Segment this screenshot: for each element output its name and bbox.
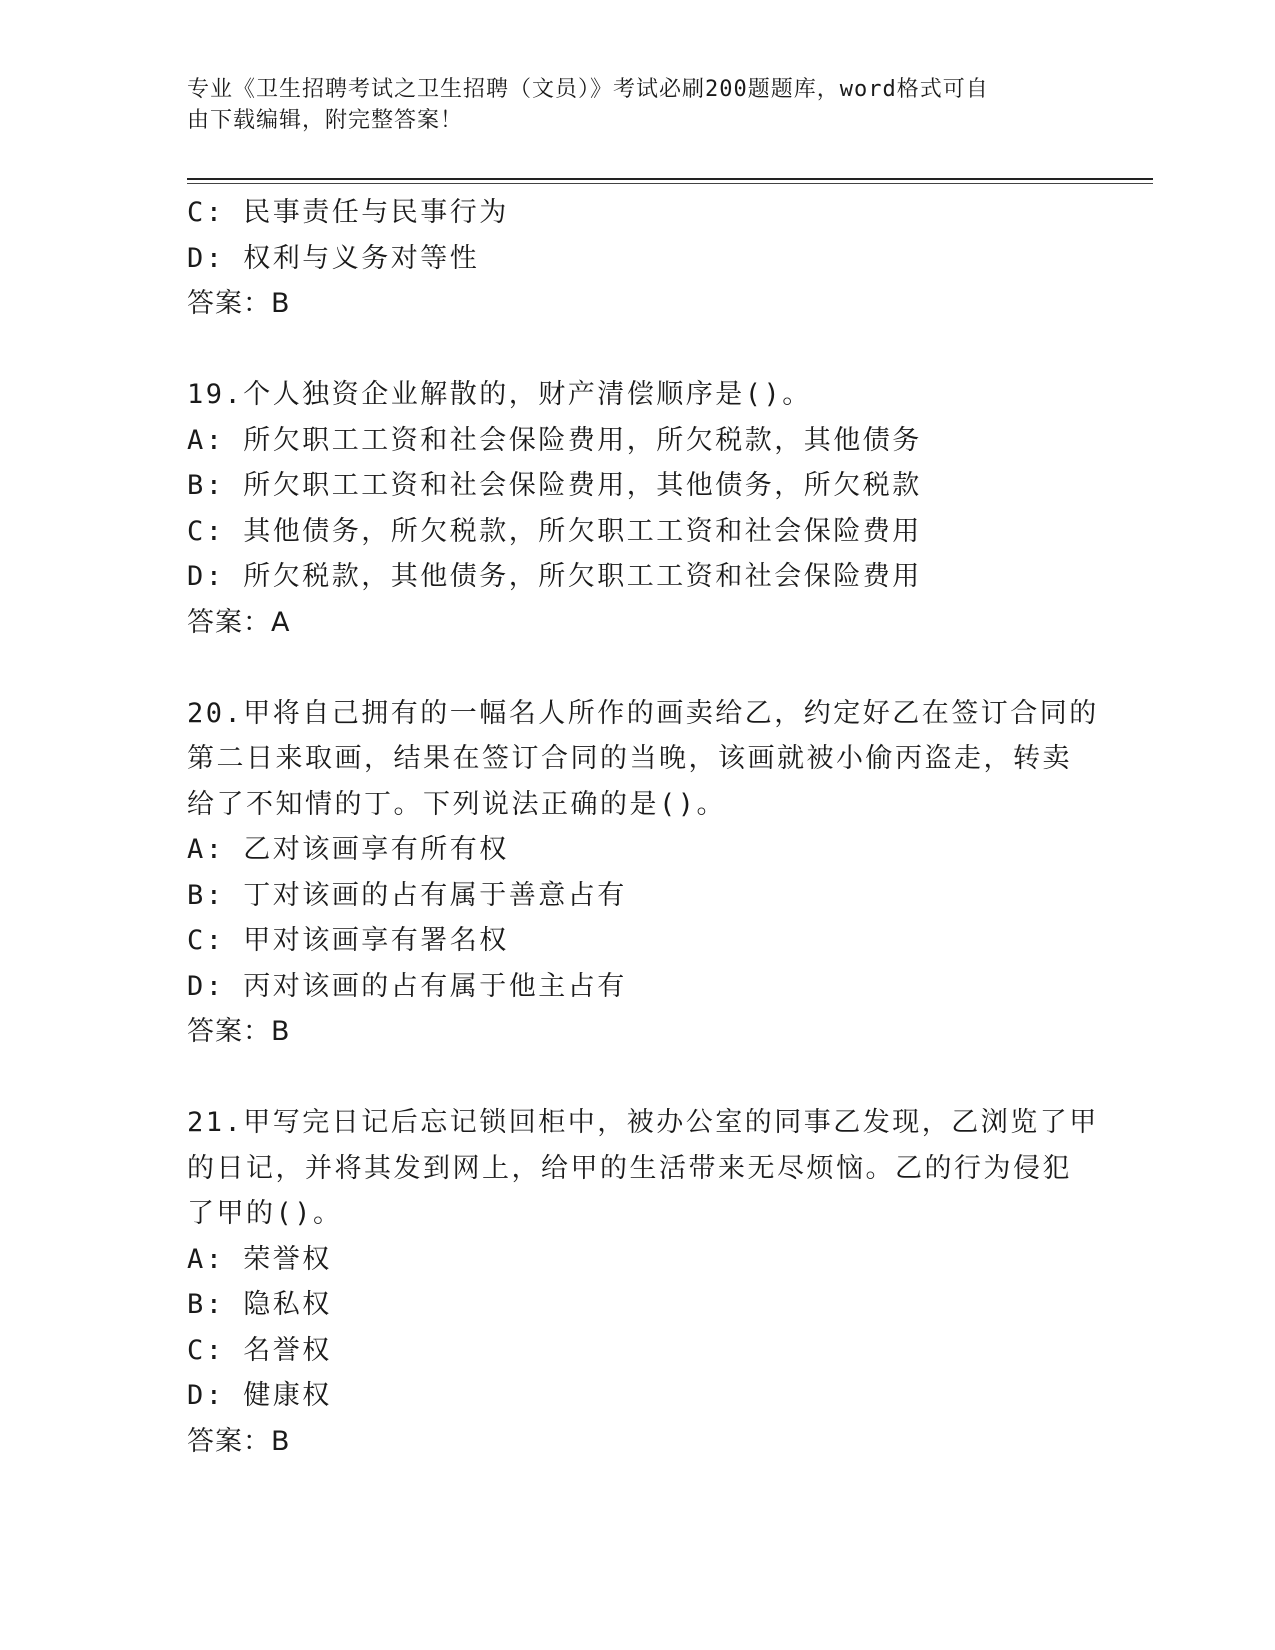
spacer (187, 327, 1087, 373)
option-c: C: 其他债务，所欠税款，所欠职工工资和社会保险费用 (187, 515, 922, 547)
option-b: B: 所欠职工工资和社会保险费用，其他债务，所欠税款 (187, 470, 922, 501)
option-a: A: 所欠职工工资和社会保险费用，所欠税款，其他债务 (187, 424, 922, 456)
option-d: D: 丙对该画的占有属于他主占有 (187, 970, 627, 1002)
option-a: A: 乙对该画享有所有权 (187, 834, 509, 865)
option-c: C: 甲对该画享有署名权 (187, 925, 509, 956)
question-stem: 20.甲将自己拥有的一幅名人所作的画卖给乙，约定好乙在签订合同的 (187, 697, 1099, 729)
spacer (187, 1055, 1087, 1101)
question-list (187, 190, 1099, 1464)
question-block-21 (187, 1100, 1099, 1464)
document-header (187, 74, 1087, 136)
answer-line: 答案：B (187, 288, 291, 319)
question-stem: 了甲的()。 (187, 1198, 343, 1229)
answer-line: 答案：B (187, 1425, 291, 1457)
question-stem: 第二日来取画，结果在签订合同的当晚，该画就被小偷丙盗走，转卖 (187, 743, 1072, 774)
answer-line: 答案：A (187, 606, 291, 638)
question-stem: 给了不知情的丁。下列说法正确的是()。 (187, 788, 727, 820)
header-line-1: 专业《卫生招聘考试之卫生招聘（文员）》考试必刷200题题库，word格式可自 (187, 77, 989, 102)
question-stem: 19.个人独资企业解散的，财产清偿顺序是()。 (187, 379, 812, 410)
option-d: D: 所欠税款，其他债务，所欠职工工资和社会保险费用 (187, 561, 922, 592)
question-block-19 (187, 372, 1087, 645)
header-line-2: 由下载编辑，附完整答案！ (187, 108, 464, 133)
option-d: D: 健康权 (187, 1380, 332, 1411)
header-divider-thick (187, 178, 1153, 180)
option-a: A: 荣誉权 (187, 1243, 332, 1275)
question-stem: 21.甲写完日记后忘记锁回柜中，被办公室的同事乙发现，乙浏览了甲 (187, 1107, 1099, 1138)
spacer (187, 645, 1087, 691)
question-block-18 (187, 190, 1087, 327)
option-b: B: 丁对该画的占有属于善意占有 (187, 879, 627, 911)
question-block-20 (187, 691, 1099, 1055)
option-d: D: 权利与义务对等性 (187, 242, 480, 274)
answer-line: 答案：B (187, 1016, 291, 1047)
option-c: C: 民事责任与民事行为 (187, 197, 509, 228)
option-c: C: 名誉权 (187, 1334, 332, 1366)
header-divider-thin (187, 183, 1153, 184)
option-b: B: 隐私权 (187, 1289, 332, 1320)
question-stem: 的日记，并将其发到网上，给甲的生活带来无尽烦恼。乙的行为侵犯 (187, 1152, 1072, 1184)
